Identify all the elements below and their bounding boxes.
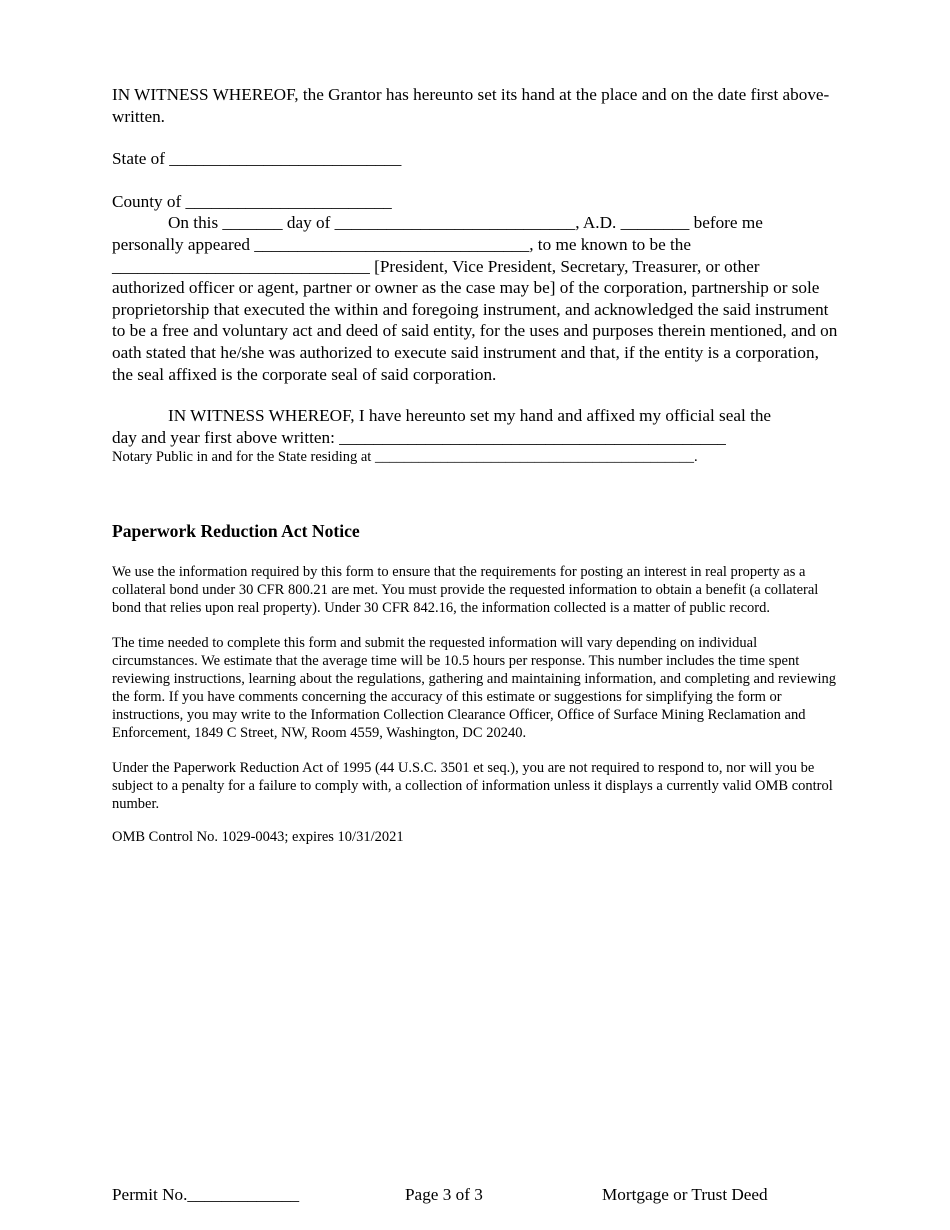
ack-line-1: On this _______ day of ____________________________, A.D. ________ before me	[168, 213, 763, 233]
witness-grantor-paragraph: IN WITNESS WHEREOF, the Grantor has hereunto set its hand at the place and on the date first above-written.	[112, 85, 830, 126]
pra-paragraph-2: The time needed to complete this form and submit the requested information will vary depending on individual circumstances. We estimate that the average time will be 10.5 hours per response. This number includes the time spent reviewing instructions, learning about the regulations, gathering and maintaining information, and completing and reviewing the form. If you have comments concerning the accuracy of this estimate or suggestions for simplifying the form or instructions, you may write to the Information Collection Clearance Officer, Office of Surface Mining Reclamation and Enforcement, 1849 C Street, NW, Room 4559, Washington, DC 20240.	[112, 635, 837, 742]
footer-permit-no: Permit No._____________	[112, 1185, 300, 1204]
ack-rest: authorized officer or agent, partner or owner as the case may be] of the corporation, partnership or sole proprietorship that executed the within and foregoing instrument, and acknowledged the said instrument to be a free and voluntary act and deed of said entity, for the uses and purposes therein mentioned, and on oath stated that he/she was authorized to execute said instrument and that, if the entity is a corporation, the seal affixed is the corporate seal of said corporation.	[112, 278, 842, 384]
witness-notary-line-2: day and year first above written: _____________________________________________	[112, 427, 726, 447]
ack-line-2: personally appeared ________________________________, to me known to be the	[112, 234, 692, 254]
county-of-line: County of ________________________	[112, 191, 392, 211]
footer-page-number: Page 3 of 3	[405, 1185, 483, 1204]
acknowledgment-paragraph	[112, 212, 840, 385]
notary-public-line: Notary Public in and for the State residing at ____________________________________________.	[112, 449, 698, 466]
witness-notary-line-1: IN WITNESS WHEREOF, I have hereunto set my hand and affixed my official seal the	[168, 406, 772, 426]
pra-heading: Paperwork Reduction Act Notice	[112, 521, 360, 542]
state-of-line: State of ___________________________	[112, 149, 402, 169]
pra-paragraph-3: Under the Paperwork Reduction Act of 1995 (44 U.S.C. 3501 et seq.), you are not required to respond to, nor will you be subject to a penalty for a failure to comply with, a collection of information unless it displays a currently valid OMB control number.	[112, 760, 833, 813]
document-page	[112, 84, 840, 846]
witness-notary-paragraph	[112, 405, 840, 448]
ack-line-3: ______________________________ [President, Vice President, Secretary, Treasurer, or other	[112, 256, 760, 276]
pra-paragraph-1: We use the information required by this form to ensure that the requirements for posting an interest in real property as a collateral bond under 30 CFR 800.21 are met. You must provide the requested information to obtain a benefit (a collateral bond that relies upon real property). Under 30 CFR 842.16, the information collected is a matter of public record.	[112, 564, 819, 617]
footer-document-title: Mortgage or Trust Deed	[602, 1185, 768, 1204]
omb-control-line: OMB Control No. 1029-0043; expires 10/31/2021	[112, 829, 404, 846]
